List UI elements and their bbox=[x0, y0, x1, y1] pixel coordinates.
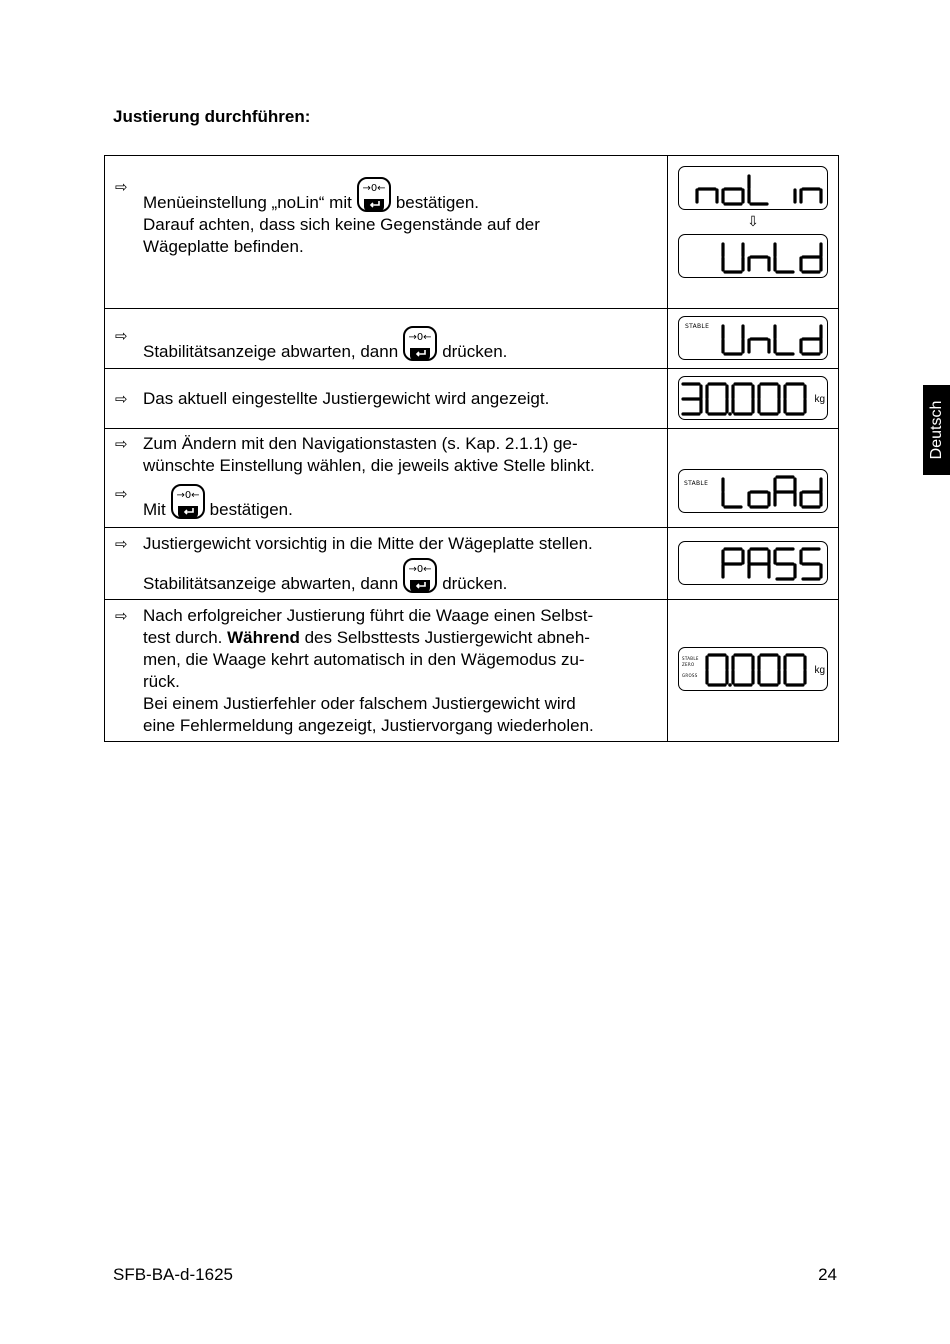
step-line: ⇨ Das aktuell eingestellte Justiergewicht wird angezeigt. bbox=[105, 388, 667, 410]
step-line: ⇨ Zum Ändern mit den Navigationstasten (s. Kap. 2.1.1) ge- bbox=[105, 433, 667, 455]
step-row-5 bbox=[105, 528, 839, 600]
lcd-display bbox=[678, 469, 828, 513]
down-arrow-icon: ⇩ bbox=[747, 214, 759, 230]
step-row-3 bbox=[105, 369, 839, 429]
lcd-decimal-point bbox=[728, 683, 732, 687]
tare-enter-key-icon bbox=[401, 557, 439, 595]
step-row-6 bbox=[105, 600, 839, 742]
gross-indicator: GROSS bbox=[682, 673, 698, 678]
unit-label: kg bbox=[814, 665, 825, 676]
lcd-display bbox=[678, 166, 828, 210]
step-text-3 bbox=[105, 369, 668, 429]
display-cell-2 bbox=[668, 309, 839, 369]
svg-text:→0←: →0← bbox=[176, 490, 200, 501]
lcd-segment-text bbox=[679, 235, 829, 279]
display-cell-6 bbox=[668, 600, 839, 742]
step-row-2 bbox=[105, 309, 839, 369]
display-cell-3 bbox=[668, 369, 839, 429]
step-line: ⇨ Menüeinstellung „noLin“ mit →0← bestätigen. bbox=[105, 176, 667, 214]
step-text-4: ⇨ Zum Ändern mit den Navigationstasten (s. Kap. 2.1.1) ge- wünschte Einstellung wählen, die jeweils aktive Stelle blinkt. ⇨ Mit →0← bestätigen. bbox=[105, 429, 668, 528]
lcd-display bbox=[678, 234, 828, 278]
svg-text:→0←: →0← bbox=[362, 183, 386, 194]
lcd-display bbox=[678, 647, 828, 691]
zero-indicator: ZERO bbox=[682, 662, 695, 667]
step-text-5 bbox=[105, 528, 668, 600]
lcd-segment-text bbox=[679, 317, 829, 361]
step-text-6: ⇨ Nach erfolgreicher Justierung führt die Waage einen Selbst- test durch. Während des Selbsttests Justiergewicht abneh- men, die Waage kehrt automatisch in den Wägemodus zu- rück. Bei einem Justierfehler oder falschem Justiergewicht wird eine Fehlermeldung angezeigt, Justiervorgang wiederholen. bbox=[105, 600, 668, 742]
step-line: ⇨ Mit →0← bestätigen. bbox=[105, 483, 667, 521]
display-cell-5 bbox=[668, 528, 839, 600]
stable-indicator: STABLE bbox=[685, 323, 710, 330]
procedure-table bbox=[104, 155, 839, 742]
step-line: Stabilitätsanzeige abwarten, dann →0← drücken. bbox=[105, 557, 667, 595]
step-line: ⇨ Nach erfolgreicher Justierung führt die Waage einen Selbst- bbox=[105, 605, 667, 627]
lcd-segment-text bbox=[679, 470, 829, 514]
document-id: SFB-BA-d-1625 bbox=[113, 1265, 233, 1284]
step-row-1 bbox=[105, 156, 839, 309]
lcd-segment-text bbox=[679, 648, 829, 692]
step-text-1: ⇨ Menüeinstellung „noLin“ mit →0← bestätigen. Darauf achten, dass sich keine Gegenstände auf der Wägeplatte befinden. bbox=[105, 156, 668, 309]
step-line: ⇨ Stabilitätsanzeige abwarten, dann →0← drücken. bbox=[105, 325, 667, 363]
section-heading: Justierung durchführen: bbox=[113, 107, 311, 126]
display-cell-1 bbox=[668, 156, 839, 309]
unit-label: kg bbox=[814, 394, 825, 405]
lcd-segment-text bbox=[679, 167, 829, 211]
lcd-display bbox=[678, 316, 828, 360]
stable-indicator: STABLE bbox=[684, 480, 709, 487]
lcd-decimal-point bbox=[728, 412, 732, 416]
svg-text:→0←: →0← bbox=[408, 332, 432, 343]
stable-indicator: STABLE bbox=[682, 656, 699, 661]
tare-enter-key-icon bbox=[355, 176, 393, 214]
language-tab: Deutsch bbox=[923, 385, 950, 475]
page-number: 24 bbox=[818, 1265, 837, 1284]
tare-enter-key-icon bbox=[401, 325, 439, 363]
lcd-display bbox=[678, 541, 828, 585]
svg-text:→0←: →0← bbox=[408, 564, 432, 575]
display-cell-4 bbox=[668, 429, 839, 528]
step-line: ⇨ Justiergewicht vorsichtig in die Mitte der Wägeplatte stellen. bbox=[105, 533, 667, 555]
step-text-2 bbox=[105, 309, 668, 369]
lcd-segment-text bbox=[679, 542, 829, 586]
step-row-4 bbox=[105, 429, 839, 528]
lcd-display bbox=[678, 376, 828, 420]
lcd-segment-text bbox=[679, 377, 829, 421]
tare-enter-key-icon bbox=[169, 483, 207, 521]
